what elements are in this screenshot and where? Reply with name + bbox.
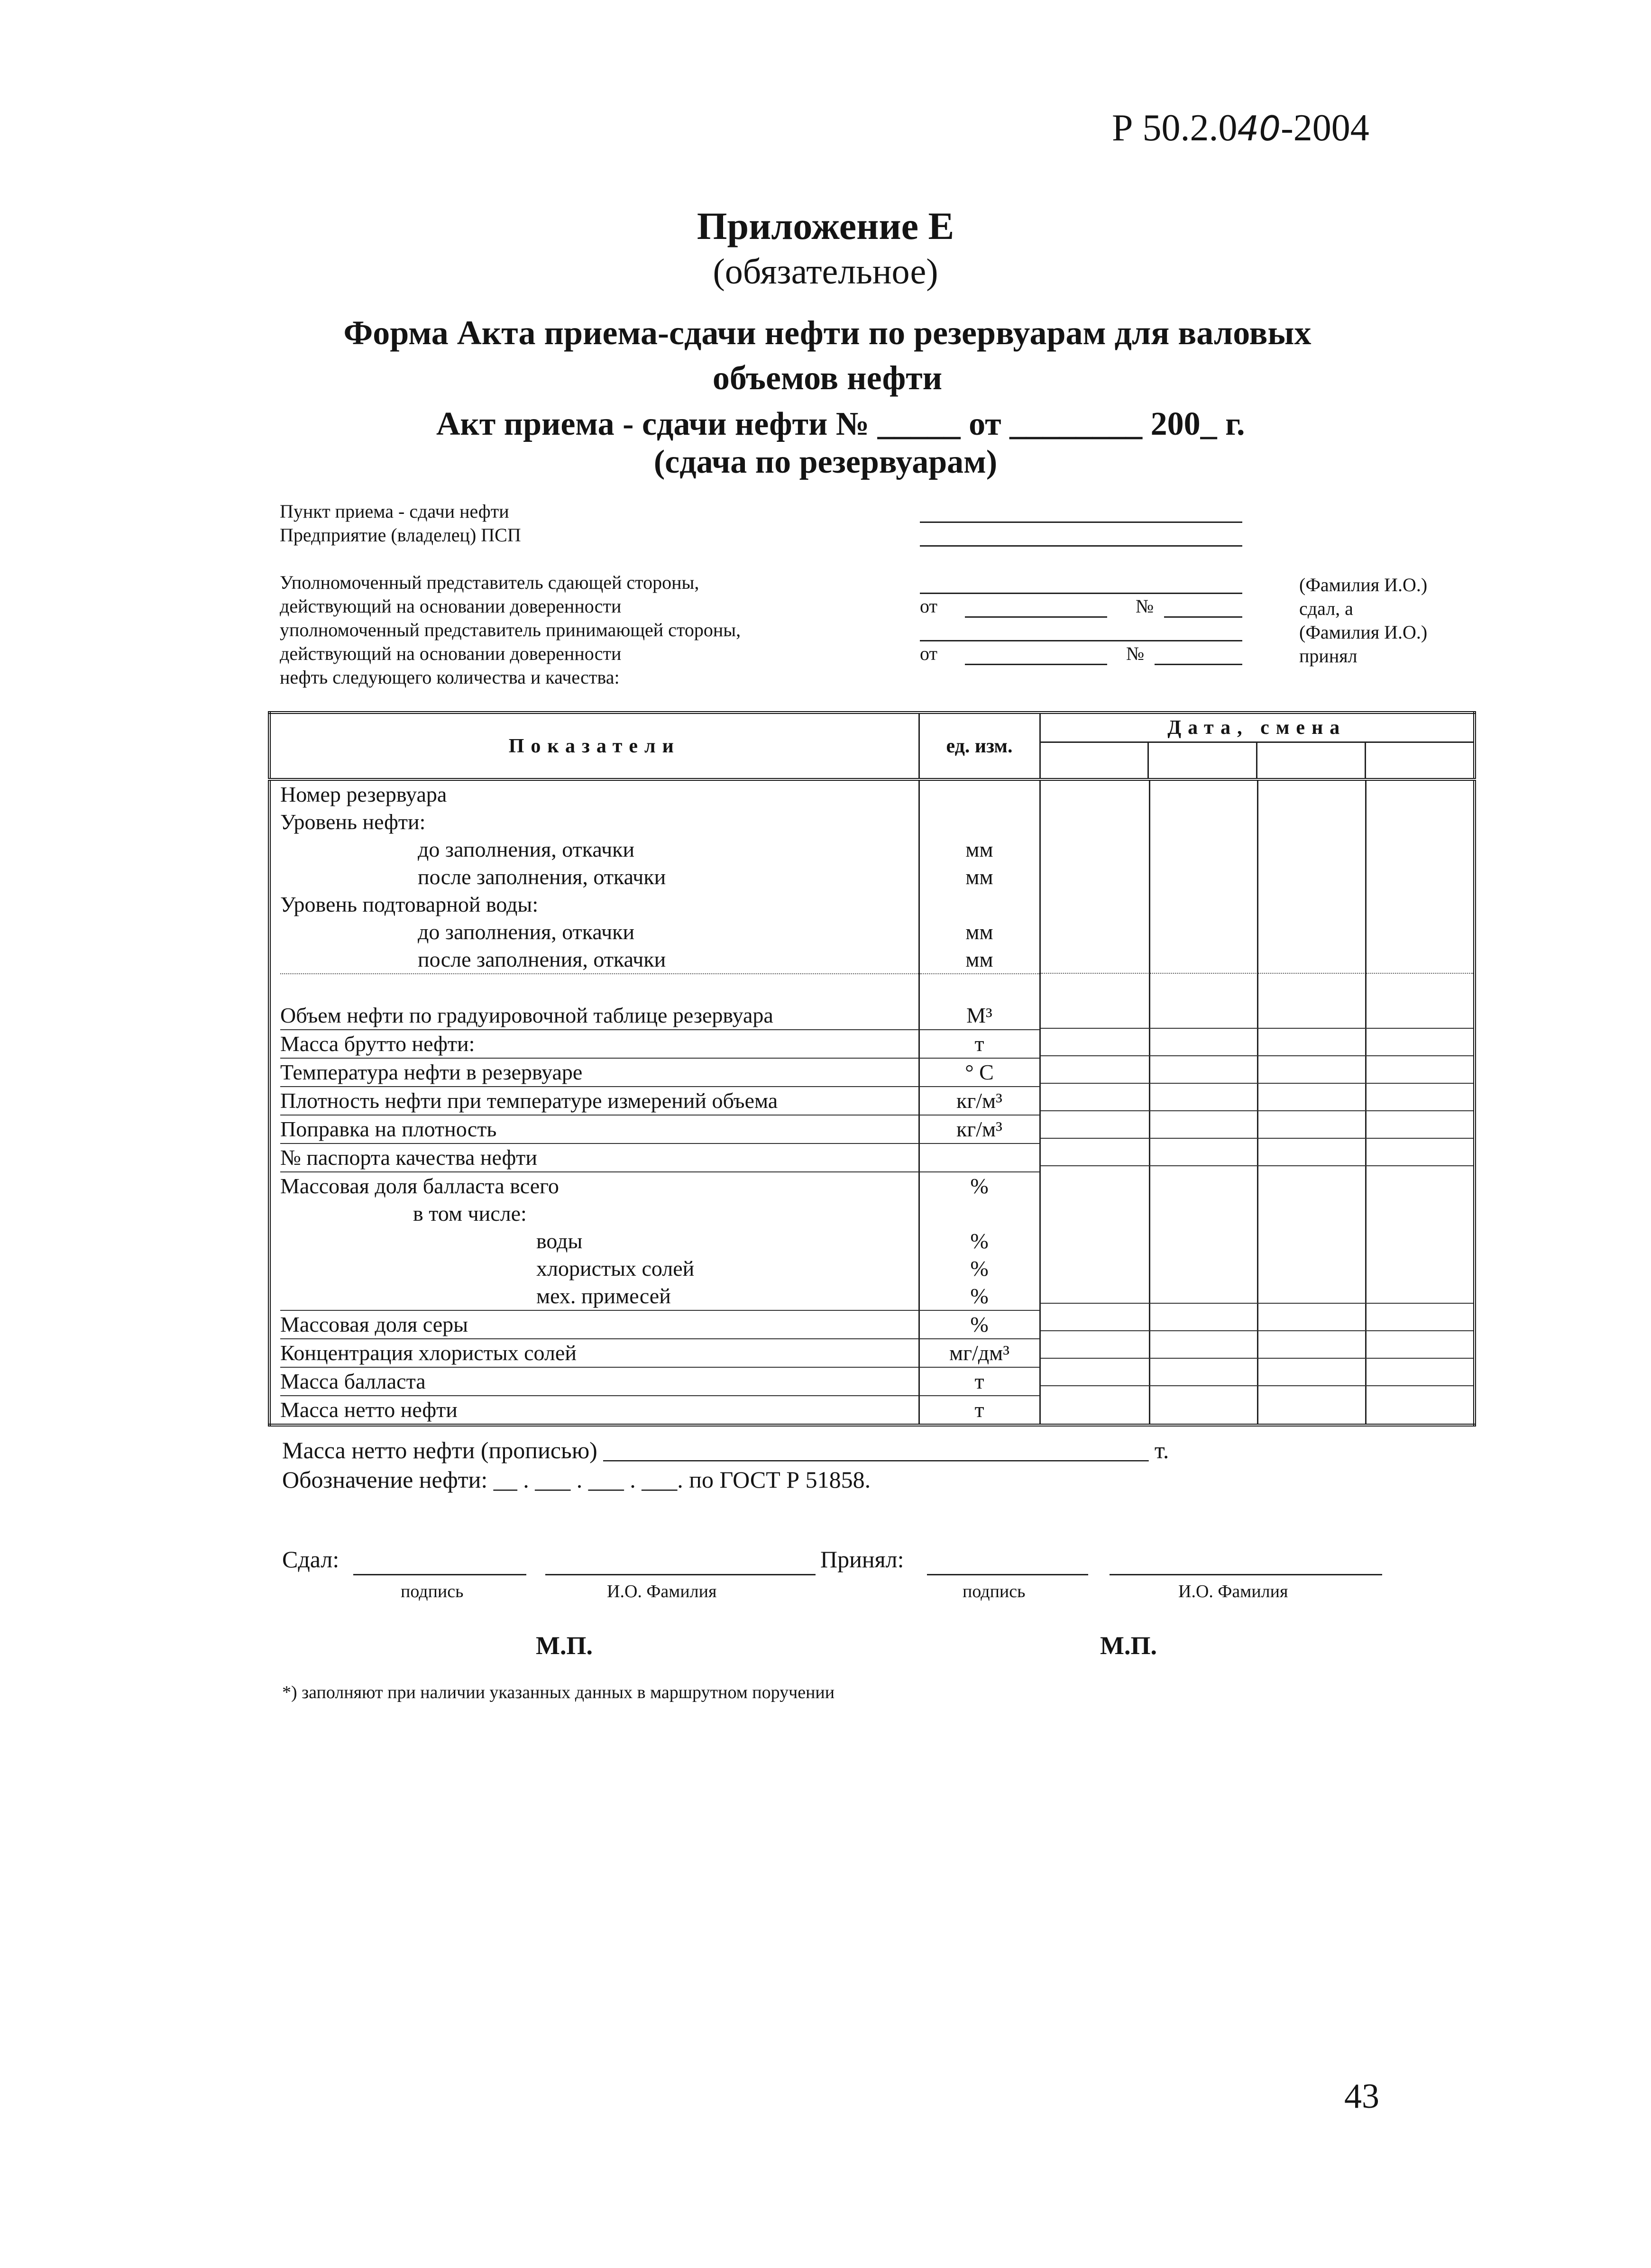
unit-cell — [920, 808, 1039, 836]
unit-cell: % — [920, 1282, 1039, 1311]
unit-cell: % — [970, 1229, 989, 1253]
gave-caption: сдал, а — [1299, 598, 1353, 619]
document-code-handwritten: 40 — [1237, 109, 1281, 148]
unit-cell — [920, 974, 1039, 1002]
unit-cell: мг/дм³ — [920, 1339, 1039, 1368]
unit-cell — [920, 891, 1039, 918]
indicator-row: хлористых солей — [536, 1256, 695, 1280]
indicator-row: после заполнения, откачки — [418, 865, 666, 889]
field-enterprise-line[interactable] — [920, 545, 1242, 547]
acting1-number-line[interactable] — [1164, 616, 1242, 618]
received-name-line[interactable] — [1110, 1574, 1382, 1575]
indicator-row: мех. примесей — [280, 1282, 918, 1311]
gave-signature-caption: подпись — [401, 1582, 464, 1601]
field-enterprise-label: Предприятие (владелец) ПСП — [280, 524, 521, 546]
document-code-suffix: -2004 — [1281, 107, 1369, 149]
indicator-row: до заполнения, откачки — [418, 920, 635, 944]
unit-cell — [920, 1200, 1039, 1227]
fio1-caption: (Фамилия И.О.) — [1299, 574, 1428, 595]
acting1-date-line[interactable] — [965, 616, 1107, 618]
fio2-caption: (Фамилия И.О.) — [1299, 622, 1428, 643]
indicator-row: № паспорта качества нефти — [280, 1144, 918, 1172]
gave-name-line[interactable] — [545, 1574, 816, 1575]
gave-label: Сдал: — [282, 1546, 339, 1573]
stamp-place-gave: М.П. — [536, 1631, 593, 1660]
field-point-line[interactable] — [920, 521, 1242, 523]
field-rep-giving-label: Уполномоченный представитель сдающей стороны, — [280, 572, 699, 593]
unit-cell: мм — [920, 946, 1039, 974]
document-code-prefix: Р 50.2.0 — [1112, 107, 1238, 149]
indicator-row: Массовая доля балласта всего — [280, 1174, 559, 1198]
indicator-row — [280, 974, 918, 1002]
date-shift-data-area[interactable] — [1040, 779, 1475, 1425]
field-following-label: нефть следующего количества и качества: — [280, 667, 620, 688]
net-mass-in-words[interactable]: Масса нетто нефти (прописью) ______________________________________________ т. — [282, 1437, 1169, 1463]
field-ot2-label: от — [920, 643, 937, 664]
unit-cell: ° С — [920, 1059, 1039, 1087]
unit-cell: % — [920, 1311, 1039, 1339]
rep-giving-name-line[interactable] — [920, 593, 1242, 594]
header-indicators: Показатели — [269, 713, 919, 779]
form-title: Форма Акта приема-сдачи нефти по резервуарам для валовых объемов нефти — [343, 314, 1312, 397]
field-acting2-label: действующий на основании доверенности — [280, 643, 622, 664]
unit-cell: мм — [965, 837, 993, 861]
header-date-shift — [1040, 713, 1475, 779]
unit-cell: т — [974, 1398, 984, 1422]
indicator-row: Номер резервуара — [280, 782, 447, 806]
field-no1-label: № — [1136, 595, 1154, 617]
unit-cell: кг/м³ — [920, 1116, 1039, 1144]
unit-cell: т — [920, 1030, 1039, 1059]
field-acting1-label: действующий на основании доверенности — [280, 595, 622, 617]
field-ot1-label: от — [920, 595, 937, 617]
indicator-row: Температура нефти в резервуаре — [280, 1059, 918, 1087]
indicator-row: Концентрация хлористых солей — [280, 1339, 918, 1368]
unit-cell — [920, 1144, 1039, 1172]
indicator-row: Объем нефти по градуировочной таблице резервуара — [280, 1002, 918, 1030]
oil-designation[interactable]: Обозначение нефти: __ . ___ . ___ . ___. по ГОСТ Р 51858. — [282, 1466, 871, 1493]
indicator-row: после заполнения, откачки — [280, 946, 918, 974]
indicator-row: Плотность нефти при температуре измерений объема — [280, 1087, 918, 1116]
footnote: *) заполняют при наличии указанных данных в маршрутном поручении — [282, 1683, 835, 1702]
received-name-caption: И.О. Фамилия — [1178, 1582, 1288, 1601]
indicator-row: до заполнения, откачки — [418, 837, 635, 861]
indicator-row: воды — [536, 1229, 583, 1253]
appendix-title: Приложение Е — [697, 204, 954, 247]
act-subtitle: (сдача по резервуарам) — [653, 444, 998, 480]
act-title: Акт приема - сдачи нефти № _____ от ________ 200_ г. — [436, 406, 1245, 442]
field-no2-label: № — [1126, 643, 1145, 664]
unit-cell: мм — [965, 920, 993, 944]
received-label: Принял: — [820, 1546, 904, 1573]
unit-column — [919, 779, 1040, 1425]
appendix-note: (обязательное) — [713, 252, 938, 292]
stamp-place-received: М.П. — [1100, 1631, 1157, 1660]
field-rep-receiving-label: уполномоченный представитель принимающей стороны, — [280, 619, 741, 640]
unit-cell: т — [920, 1368, 1039, 1396]
indicator-row: Поправка на плотность — [280, 1116, 918, 1144]
document-code — [1112, 107, 1369, 150]
field-point-label: Пункт приема - сдачи нефти — [280, 501, 509, 522]
indicator-row: в том числе: — [413, 1201, 527, 1225]
unit-cell: % — [970, 1174, 989, 1198]
gave-name-caption: И.О. Фамилия — [607, 1582, 717, 1601]
unit-cell: мм — [965, 865, 993, 889]
rep-receiving-name-line[interactable] — [920, 640, 1242, 641]
indicator-row: Масса балласта — [280, 1368, 918, 1396]
acting2-date-line[interactable] — [965, 664, 1107, 665]
indicator-row: Массовая доля серы — [280, 1311, 918, 1339]
page-number: 43 — [1344, 2077, 1379, 2116]
indicator-row: Масса нетто нефти — [280, 1398, 458, 1422]
indicator-column — [269, 779, 919, 1425]
unit-cell — [920, 781, 1039, 808]
received-signature-caption: подпись — [963, 1582, 1026, 1601]
acting2-number-line[interactable] — [1155, 664, 1242, 665]
unit-cell: % — [970, 1256, 989, 1280]
indicators-table — [268, 711, 1476, 1427]
received-signature-line[interactable] — [927, 1574, 1088, 1575]
received-caption: принял — [1299, 645, 1357, 667]
indicator-row: Уровень подтоварной воды: — [280, 892, 539, 916]
indicator-row: Масса брутто нефти: — [280, 1030, 918, 1059]
indicator-row: Уровень нефти: — [280, 810, 426, 834]
unit-cell: М³ — [920, 1002, 1039, 1030]
unit-cell: кг/м³ — [920, 1087, 1039, 1116]
header-unit: ед. изм. — [919, 713, 1040, 779]
header-date-shift-label: Дата, смена — [1041, 714, 1474, 743]
gave-signature-line[interactable] — [353, 1574, 526, 1575]
